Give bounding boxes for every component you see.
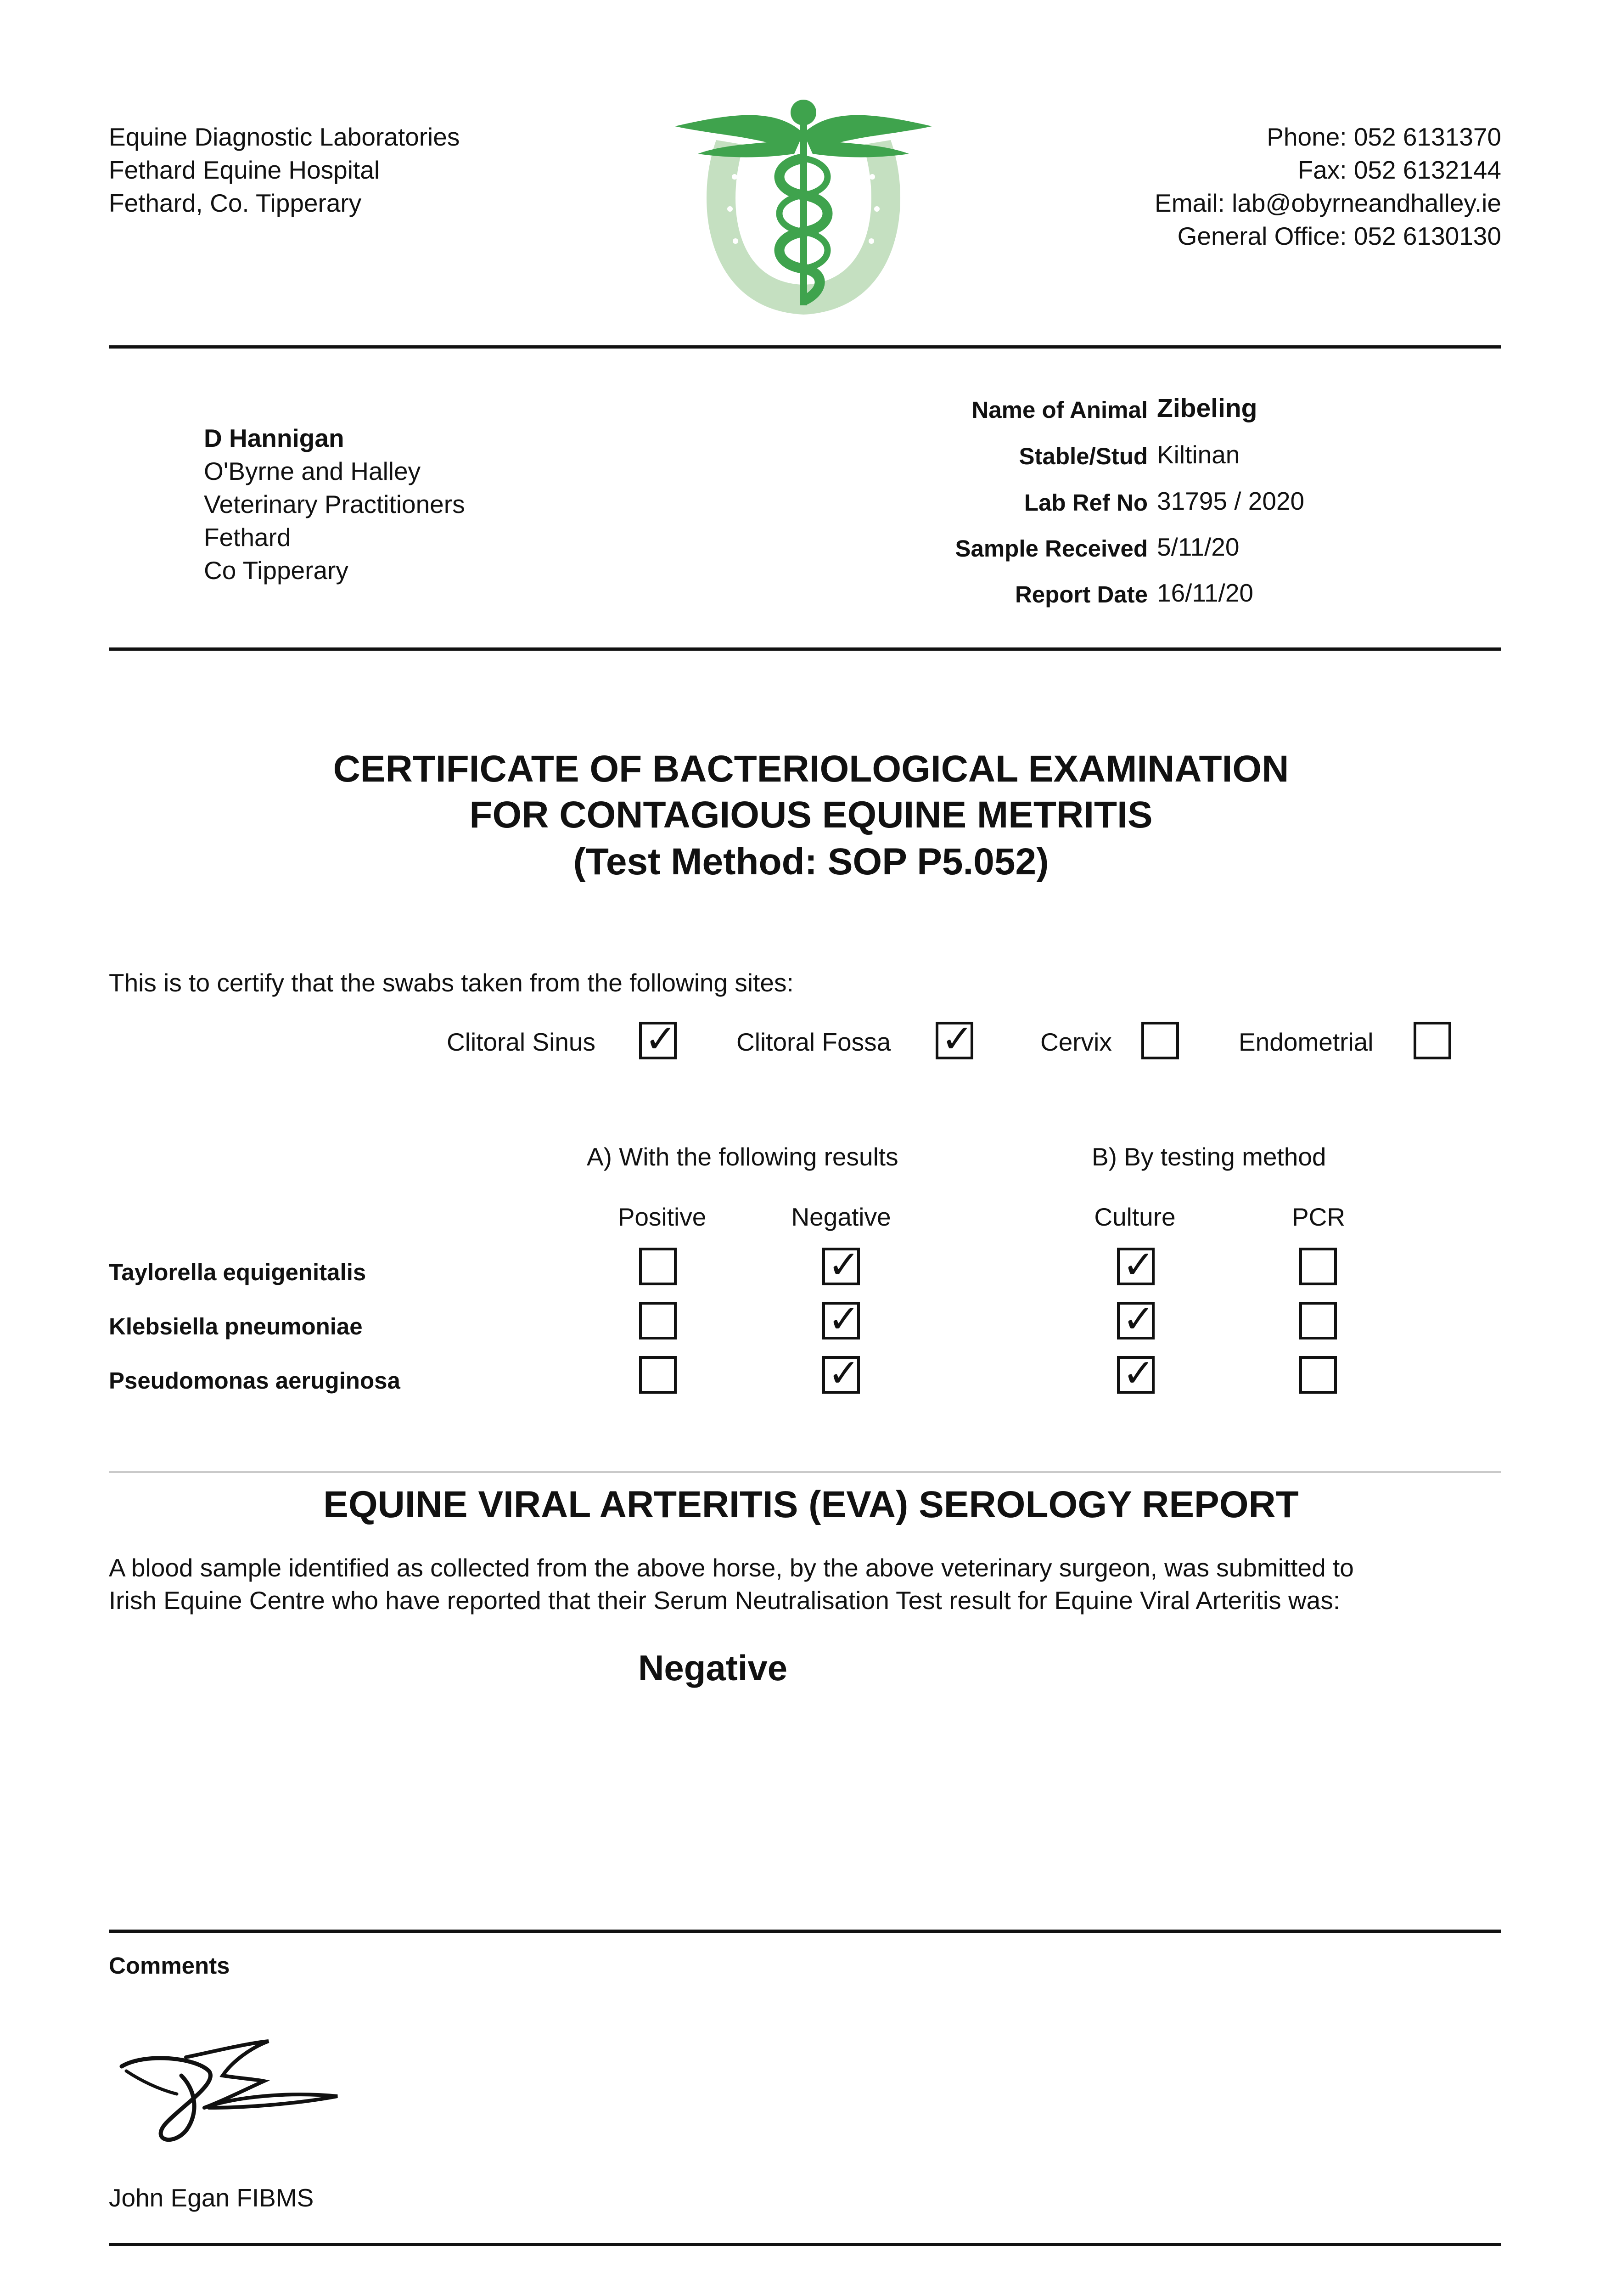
section-a-heading: A) With the following results: [587, 1142, 898, 1171]
lab-address-line: Fethard, Co. Tipperary: [109, 189, 362, 217]
field-label: Sample Received: [955, 535, 1148, 562]
stable-value: Kiltinan: [1157, 440, 1240, 469]
negative-checkbox[interactable]: [822, 1351, 860, 1396]
signatory-name: John Egan FIBMS: [109, 2183, 314, 2212]
recipient-address: [204, 422, 465, 587]
eva-result: Negative: [638, 1648, 788, 1688]
lab-address: [109, 120, 460, 219]
fax-number: Fax: 052 6132144: [1297, 156, 1501, 184]
phone-number: Phone: 052 6131370: [1267, 123, 1501, 151]
organism-name: Klebsiella pneumoniae: [109, 1313, 363, 1339]
checkmark-icon: ✓: [828, 1242, 860, 1287]
general-office-number: General Office: 052 6130130: [1177, 222, 1501, 250]
column-header-pcr: PCR: [1291, 1203, 1346, 1231]
organism-name: Pseudomonas aeruginosa: [109, 1367, 400, 1394]
recipient-line: Veterinary Practitioners: [204, 490, 465, 518]
certificate-title: CERTIFICATE OF BACTERIOLOGICAL EXAMINATION: [333, 748, 1289, 790]
pcr-checkbox[interactable]: [1299, 1356, 1337, 1394]
recipient-line: Co Tipperary: [204, 556, 348, 585]
field-label: Lab Ref No: [1024, 490, 1148, 516]
culture-checkbox[interactable]: [1117, 1296, 1155, 1341]
checkmark-icon: ✓: [645, 1016, 677, 1061]
checkmark-icon: ✓: [1122, 1296, 1155, 1341]
checkmark-icon: ✓: [1122, 1242, 1155, 1287]
lab-ref-value: 31795 / 2020: [1157, 487, 1305, 515]
pcr-checkbox[interactable]: [1299, 1248, 1337, 1285]
checkmark-icon: ✓: [1122, 1351, 1155, 1396]
culture-checkbox[interactable]: [1117, 1351, 1155, 1396]
eva-description-line: Irish Equine Centre who have reported that their Serum Neutralisation Test result for Equine Viral Arteritis was:: [109, 1586, 1341, 1615]
column-header-culture: Culture: [1094, 1203, 1176, 1231]
site-label: Cervix: [1040, 1028, 1112, 1056]
culture-checkbox[interactable]: [1117, 1242, 1155, 1287]
animal-name-value: Zibeling: [1157, 394, 1257, 423]
site-checkbox-clitoral-sinus[interactable]: [639, 1016, 677, 1061]
certificate-subtitle: (Test Method: SOP P5.052): [573, 841, 1049, 883]
organism-name: Taylorella equigenitalis: [109, 1259, 366, 1285]
caduceus-horseshoe-logo: [666, 90, 941, 319]
divider: [109, 647, 1501, 651]
field-label: Stable/Stud: [1019, 443, 1148, 469]
certificate-title: FOR CONTAGIOUS EQUINE METRITIS: [469, 794, 1153, 836]
column-header-negative: Negative: [791, 1203, 891, 1231]
positive-checkbox[interactable]: [639, 1248, 677, 1285]
email-address[interactable]: Email: lab@obyrneandhalley.ie: [1155, 189, 1501, 217]
site-checkbox-cervix[interactable]: [1141, 1022, 1179, 1059]
site-label: Endometrial: [1239, 1028, 1374, 1056]
certificate-intro: This is to certify that the swabs taken from the following sites:: [109, 968, 794, 997]
positive-checkbox[interactable]: [639, 1302, 677, 1339]
signature: [117, 2039, 347, 2149]
checkmark-icon: ✓: [828, 1296, 860, 1341]
section-b-heading: B) By testing method: [1092, 1142, 1326, 1171]
recipient-line: Fethard: [204, 523, 291, 551]
divider: [109, 345, 1501, 349]
eva-title: EQUINE VIRAL ARTERITIS (EVA) SEROLOGY REPORT: [323, 1484, 1299, 1525]
recipient-line: O'Byrne and Halley: [204, 457, 421, 485]
field-label: Name of Animal: [971, 397, 1148, 423]
checkmark-icon: ✓: [941, 1016, 974, 1061]
lab-address-line: Equine Diagnostic Laboratories: [109, 123, 460, 151]
divider: [109, 1471, 1501, 1473]
column-header-positive: Positive: [617, 1203, 707, 1231]
checkmark-icon: ✓: [828, 1351, 860, 1396]
negative-checkbox[interactable]: [822, 1296, 860, 1341]
comments-label: Comments: [109, 1953, 230, 1979]
site-label: Clitoral Sinus: [447, 1028, 596, 1056]
field-label: Report Date: [1015, 581, 1148, 608]
sample-received-value: 5/11/20: [1157, 533, 1240, 561]
lab-address-line: Fethard Equine Hospital: [109, 156, 380, 184]
pcr-checkbox[interactable]: [1299, 1302, 1337, 1339]
site-checkbox-clitoral-fossa[interactable]: [936, 1016, 974, 1061]
site-label: Clitoral Fossa: [736, 1028, 891, 1056]
positive-checkbox[interactable]: [639, 1356, 677, 1394]
divider: [109, 2243, 1501, 2246]
negative-checkbox[interactable]: [822, 1242, 860, 1287]
divider: [109, 1930, 1501, 1933]
site-checkbox-endometrial[interactable]: [1414, 1022, 1451, 1059]
contact-info: [1155, 120, 1501, 253]
recipient-name: D Hannigan: [204, 424, 344, 452]
report-date-value: 16/11/20: [1157, 579, 1254, 607]
eva-description-line: A blood sample identified as collected from the above horse, by the above veterinary surgeon, was submitted to: [109, 1553, 1354, 1582]
